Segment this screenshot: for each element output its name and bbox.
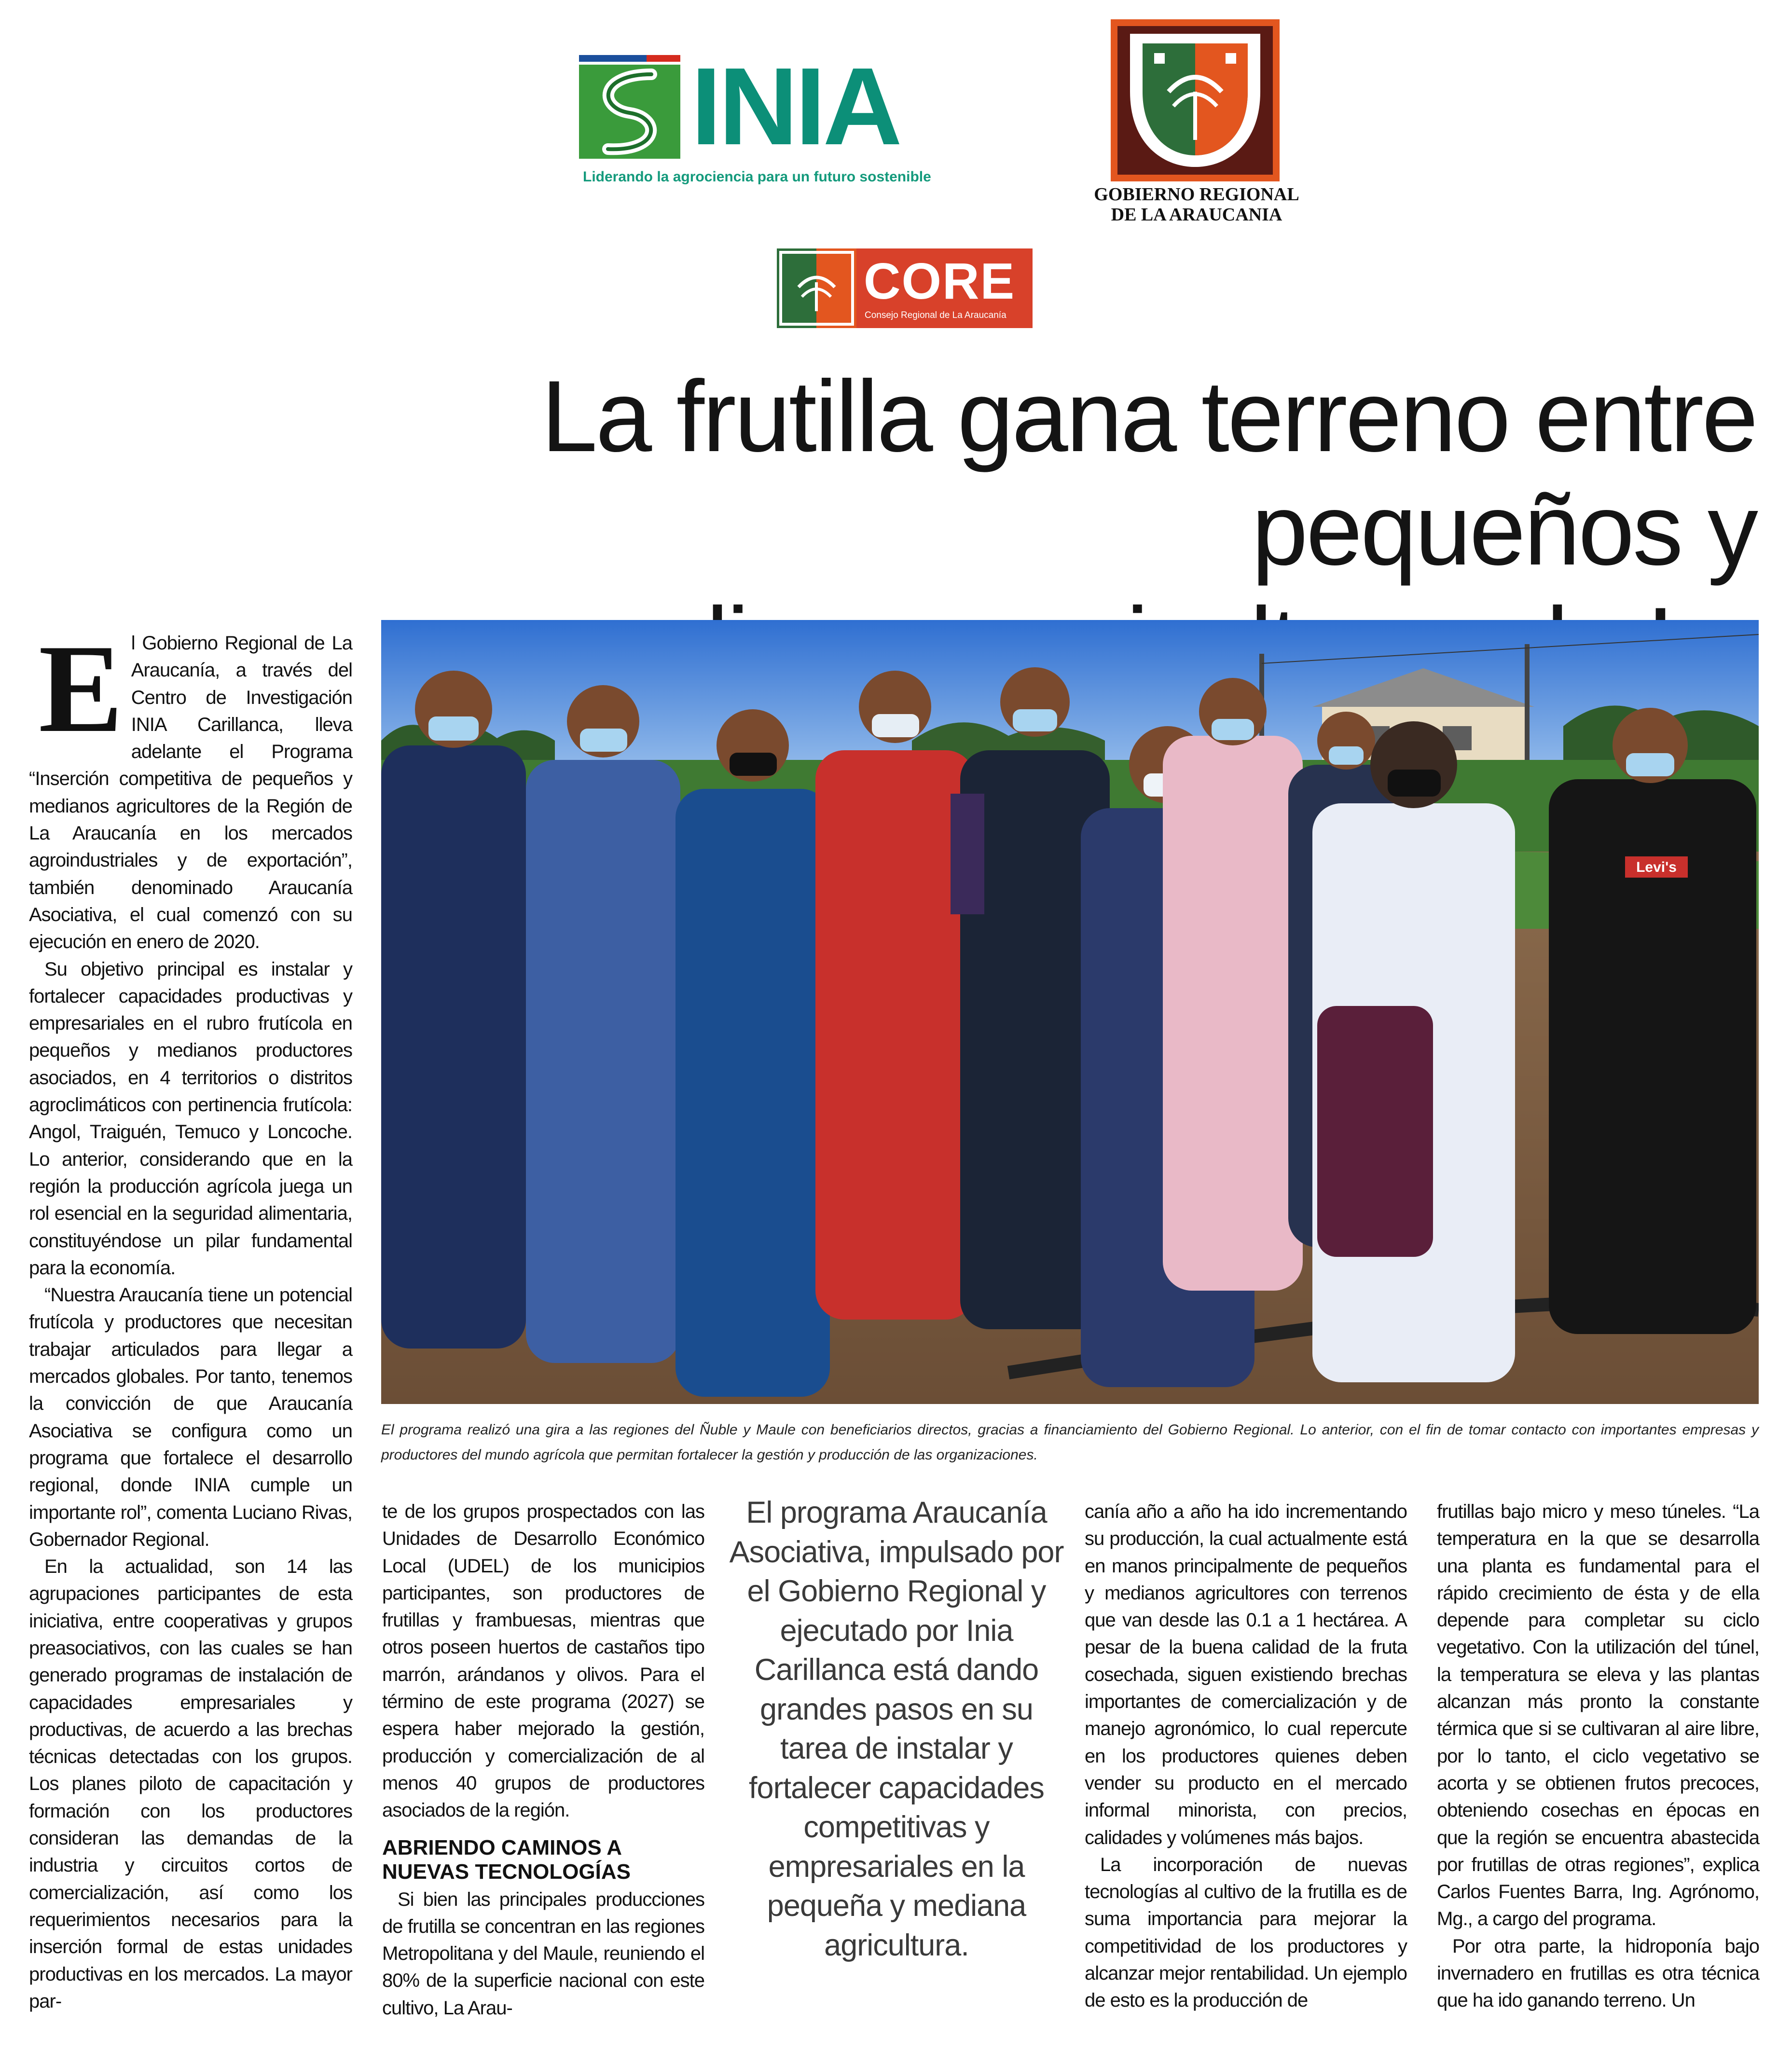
group-photo (381, 620, 1759, 1404)
article-column-5 (1437, 1498, 1759, 2014)
photo-shirt-brand: Levi's (1636, 859, 1677, 875)
photo-person-10 (1549, 708, 1756, 1334)
article-column-2 (382, 1498, 704, 2022)
inia-wordmark: INIA (691, 45, 899, 168)
photo-person-4 (815, 671, 975, 1320)
photo-person-2 (526, 685, 680, 1363)
gobierno-regional-name-line1: GOBIERNO REGIONAL (1094, 184, 1299, 205)
paragraph: frutillas bajo micro y meso túneles. “La temperatura en la que se desarrolla una planta es fundamental para el rápido crecimiento de ésta y de ella depende para completar su ciclo vegetativo. Con la utilización del túnel, la temperatura se eleva y las plantas alcanzan más pronto la constante térmica que si se cultivaran al aire libre, por lo tanto, el ciclo vegetativo se acorta y se obtienen frutos precoces, obteniendo cosechas en épocas en que la región se encuentra abastecida por frutillas de otras regiones”, explica Carlos Fuentes Barra, Ing. Agrónomo, Mg., a cargo del programa. (1437, 1501, 1759, 1930)
photo-caption: El programa realizó una gira a las regiones del Ñuble y Maule con beneficiarios directos, gracias a financiamiento del Gobierno Regional. Lo anterior, con el fin de tomar contacto con importantes empresas y productores del mundo agrícola que permitan fortalecer la gestión y producción de las organizaciones. (381, 1422, 1759, 1463)
inia-logo (579, 45, 936, 203)
gobierno-regional-logo (1081, 19, 1312, 232)
pull-quote: El programa Araucanía Asociativa, impulsado por el Gobierno Regional y ejecutado por Inia Carillanca está dando grandes pasos en su tarea de instalar y fortalecer capacidades competitivas y empresariales en la pequeña y mediana agricultura. (729, 1496, 1064, 1962)
paragraph: Si bien las principales producciones de frutilla se concentran en las regiones Metropolitana y del Maule, reuniendo el 80% de la superficie nacional con este cultivo, La Arau- (382, 1888, 704, 2019)
photo-person-3 (675, 709, 830, 1397)
core-emblem-icon (777, 248, 856, 328)
core-logo (777, 248, 1033, 328)
core-subtitle: Consejo Regional de La Araucanía (865, 310, 1006, 320)
section-subheading: ABRIENDO CAMINOS A NUEVAS TECNOLOGÍAS (382, 1835, 631, 1884)
core-wordmark: CORE (864, 253, 1016, 310)
paragraph: La incorporación de nuevas tecnologías al cultivo de la frutilla es de suma importancia para mejorar la competitividad de los productores y alcanzar mejor rentabilidad. Un ejemplo de esto es la producción de (1085, 1854, 1407, 2011)
drop-cap: E (39, 619, 123, 758)
photo-person-7 (1163, 678, 1303, 1291)
paragraph: “Nuestra Araucanía tiene un potencial frutícola y productores que necesitan trabajar articulados para llegar a mercados globales. Por tanto, tenemos la convicción de que Araucanía Asociativa se configura como un programa que fortalece el desarrollo regional, donde INIA cumple un importante rol”, comenta Luciano Rivas, Gobernador Regional. (29, 1284, 352, 1550)
paragraph: te de los grupos prospectados con las Unidades de Desarrollo Económico Local (UDEL) de los municipios participantes, son productores de frutillas y frambuesas, mientras que otros poseen huertos de castaños tipo marrón, arándanos y olivos. Para el término de este programa (2027) se espera haber mejorado la gestión, producción y comercialización de al menos 40 grupos de productores asociados de la región. (382, 1501, 704, 1821)
paragraph: Por otra parte, la hidroponía bajo invernadero en frutillas es otra técnica que ha ido ganando terreno. Un (1437, 1935, 1759, 2011)
photo-person-1 (381, 671, 526, 1349)
paragraph: canía año a año ha ido incrementando su producción, la cual actualmente está en manos principalmente de pequeños y medianos agricultores con terrenos que van desde las 0.1 a 1 hectárea. A pesar de la buena calidad de la fruta cosechada, siguen existiendo brechas importantes de comercialización y de manejo agronómico, lo cual repercute en los productores quienes deben vender su producto en el mercado informal minorista, con precios, calidades y volúmenes más bajos. (1085, 1501, 1407, 1848)
article-column-1 (29, 619, 352, 2015)
inia-mark-icon (579, 55, 680, 159)
article-column-4 (1085, 1498, 1407, 2014)
gobierno-regional-emblem-icon (1111, 19, 1280, 181)
gobierno-regional-name (1081, 184, 1312, 225)
photo-person-9 (1312, 721, 1515, 1382)
paragraph: Su objetivo principal es instalar y fortalecer capacidades productivas y empresariales en el rubro frutícola en pequeños y medianos productores asociados, en 4 territorios o distritos agroclimáticos con pertinencia frutícola: Angol, Traiguén, Temuco y Loncoche. Lo anterior, considerando que en la región la producción agrícola juega un rol esencial en la seguridad alimentaria, constituyéndose un pilar fundamental para la economía. (29, 958, 352, 1279)
inia-tagline: Liderando la agrociencia para un futuro sostenible (583, 169, 931, 185)
gobierno-regional-name-line2: DE LA ARAUCANIA (1111, 205, 1282, 225)
headline-line1: La frutilla gana terreno entre pequeños y (541, 359, 1756, 586)
paragraph: l Gobierno Regional de La Araucanía, a través del Centro de Investigación INIA Carillanca, lleva adelante el Programa “Inserción competitiva de pequeños y medianos agricultores de la Región de La Araucanía en los mercados agroindustriales y de exportación”, también denominado Araucanía Asociativa, el cual comenzó con su ejecución en enero de 2020. (29, 633, 352, 953)
paragraph: En la actualidad, son 14 las agrupaciones participantes de esta iniciativa, entre cooperativas y grupos preasociativos, con las cuales se han generado programas de instalación de capacidades empresariales y productivas, de acuerdo a las brechas técnicas detectadas con los grupos. Los planes piloto de capacitación y formación con los productores consideran las demandas de la industria y circuitos cortos de comercialización, así como los requerimientos necesarios para la inserción formal de estas unidades productivas en los mercados. La mayor par- (29, 1556, 352, 2012)
